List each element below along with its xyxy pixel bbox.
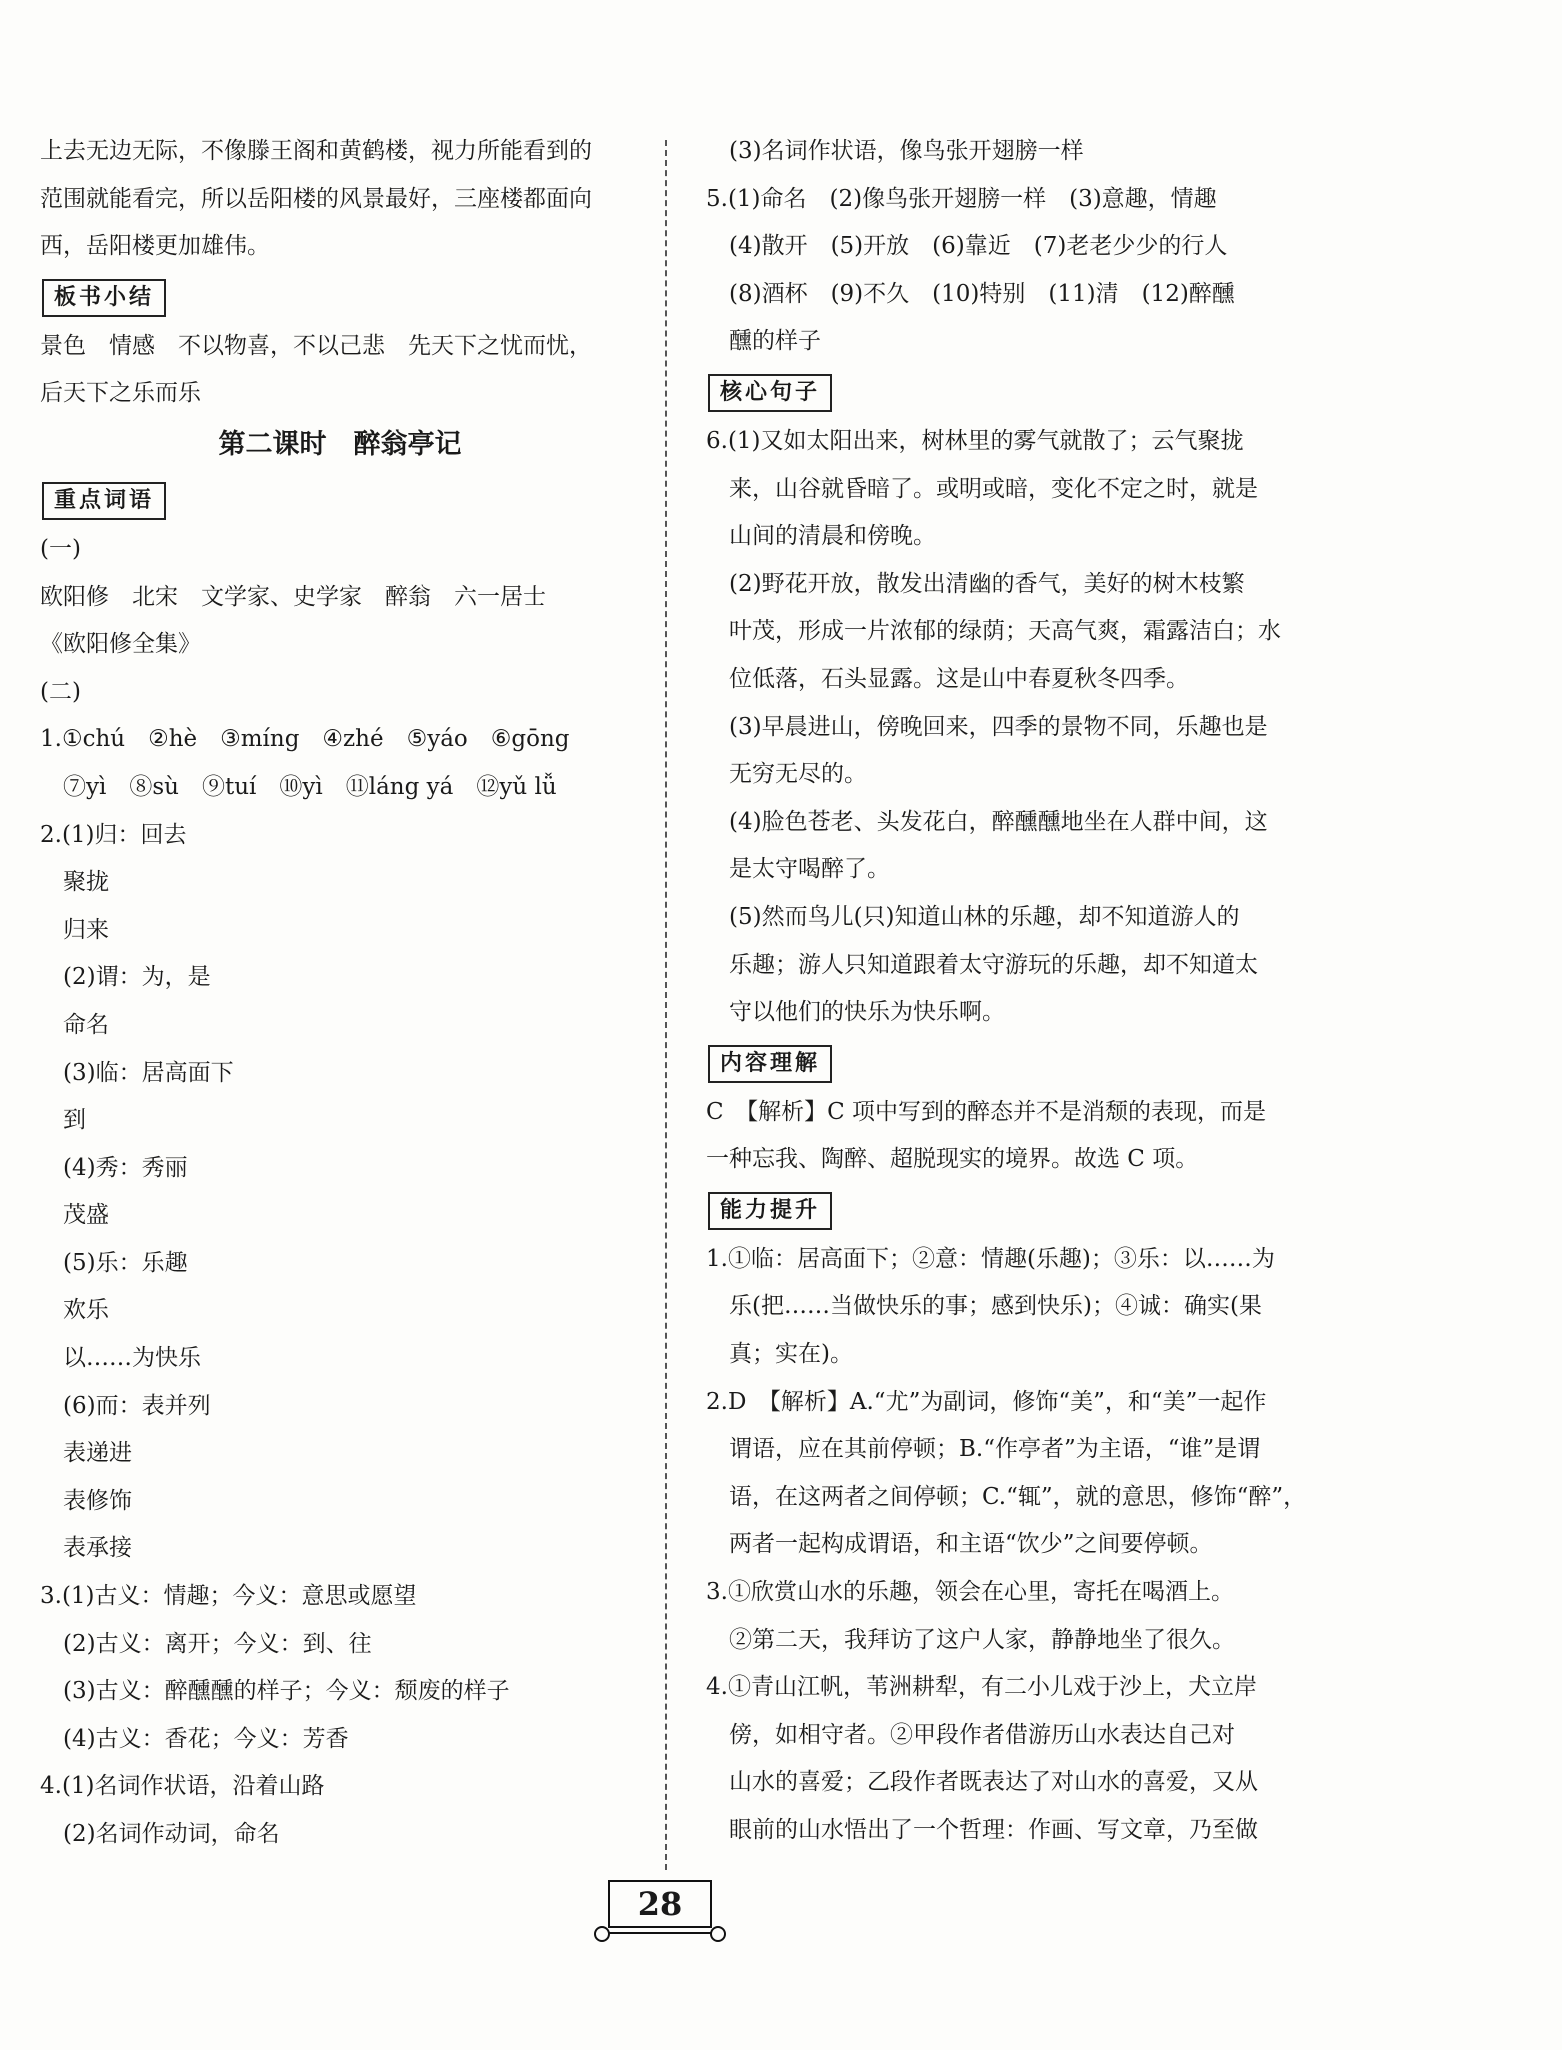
page-number-underline <box>600 1932 718 1934</box>
text-line: (4)散开 (5)开放 (6)靠近 (7)老老少少的行人 <box>706 233 1228 260</box>
text-line: 1.①chú ②hè ③míng ④zhé ⑤yáo ⑥gōng <box>40 726 570 753</box>
text-line: 欢乐 <box>40 1297 109 1324</box>
text-line: 一种忘我、陶醉、超脱现实的境界。故选 C 项。 <box>706 1146 1199 1173</box>
text-line: (5)然而鸟儿(只)知道山林的乐趣，却不知道游人的 <box>706 903 1240 930</box>
section-title: 第二课时 醉翁亭记 <box>218 428 462 460</box>
text-line: 聚拢 <box>40 869 109 896</box>
text-line: (3)名词作状语，像鸟张开翅膀一样 <box>706 138 1084 164</box>
text-line: (3)古义：醉醺醺的样子；今义：颓废的样子 <box>40 1678 510 1705</box>
text-line: 3.(1)古义：情趣；今义：意思或愿望 <box>40 1583 417 1610</box>
text-line: 山间的清晨和傍晚。 <box>706 523 936 550</box>
text-line: 谓语，应在其前停顿；B.“作亭者”为主语，“谁”是谓 <box>706 1436 1261 1463</box>
text-line: (8)酒杯 (9)不久 (10)特别 (11)清 (12)醉醺 <box>706 280 1235 307</box>
text-line: (3)临：居高面下 <box>40 1059 234 1086</box>
text-line: (2)古义：离开；今义：到、往 <box>40 1630 372 1657</box>
text-line: 4.①青山江帆，苇洲耕犁，有二小儿戏于沙上，犬立岸 <box>706 1674 1257 1701</box>
content-understanding-heading: 内容理解 <box>708 1045 832 1083</box>
text-line: ②第二天，我拜访了这户人家，静静地坐了很久。 <box>706 1626 1235 1653</box>
text-line: (2)名词作动词，命名 <box>40 1821 280 1847</box>
text-line: (5)乐：乐趣 <box>40 1249 188 1276</box>
text-line: 上去无边无际，不像滕王阁和黄鹤楼，视力所能看到的 <box>40 138 592 164</box>
left-column <box>40 128 640 1859</box>
text-line: 1.①临：居高面下；②意：情趣(乐趣)；③乐：以……为 <box>706 1245 1275 1272</box>
circle-right-icon <box>710 1926 726 1942</box>
core-sentences-heading: 核心句子 <box>708 374 832 412</box>
intro-text <box>40 128 640 271</box>
ability-improvement-heading: 能力提升 <box>708 1192 832 1230</box>
text-line: 乐(把……当做快乐的事；感到快乐)；④诚：确实(果 <box>706 1293 1262 1320</box>
text-line: 无穷无尽的。 <box>706 761 867 788</box>
text-line: (4)秀：秀丽 <box>40 1154 188 1181</box>
text-line: 归来 <box>40 916 109 943</box>
text-line: 眼前的山水悟出了一个哲理：作画、写文章，乃至做 <box>706 1817 1258 1843</box>
text-line: (4)脸色苍老、头发花白，醉醺醺地坐在人群中间，这 <box>706 808 1268 835</box>
text-line: 欧阳修 北宋 文学家、史学家 醉翁 六一居士 <box>40 583 546 610</box>
text-line: 是太守喝醉了。 <box>706 856 890 883</box>
core-sentences-text <box>706 418 1306 1037</box>
text-line: 范围就能看完，所以岳阳楼的风景最好，三座楼都面向 <box>40 185 592 212</box>
text-line: (6)而：表并列 <box>40 1392 211 1419</box>
text-line: 到 <box>40 1107 86 1134</box>
board-summary-text <box>40 323 640 418</box>
text-line: 乐趣；游人只知道跟着太守游玩的乐趣，却不知道太 <box>706 951 1258 978</box>
content-understanding-text <box>706 1089 1306 1184</box>
text-line: (一) <box>40 535 81 562</box>
text-line: 表递进 <box>40 1440 132 1467</box>
text-line: 茂盛 <box>40 1202 109 1229</box>
text-line: 表承接 <box>40 1535 132 1562</box>
text-line: 表修饰 <box>40 1487 132 1514</box>
text-line: (二) <box>40 678 81 705</box>
text-line: 西，岳阳楼更加雄伟。 <box>40 233 270 260</box>
text-line: 傍，如相守者。②甲段作者借游历山水表达自己对 <box>706 1721 1235 1748</box>
column-divider <box>665 140 667 1870</box>
answers-continued <box>706 128 1306 366</box>
page-number-badge <box>600 1880 720 1950</box>
text-line: 来，山谷就昏暗了。或明或暗，变化不定之时，就是 <box>706 475 1258 502</box>
text-line: 叶茂，形成一片浓郁的绿荫；天高气爽，霜露洁白；水 <box>706 618 1281 645</box>
text-line: ⑦yì ⑧sù ⑨tuí ⑩yì ⑪láng yá ⑫yǔ lǚ <box>40 773 557 800</box>
text-line: 6.(1)又如太阳出来，树林里的雾气就散了；云气聚拢 <box>706 427 1244 454</box>
text-line: 2.(1)归：回去 <box>40 821 187 848</box>
text-line: 2.D 【解析】A.“尤”为副词，修饰“美”，和“美”一起作 <box>706 1388 1267 1415</box>
text-line: 4.(1)名词作状语，沿着山路 <box>40 1773 325 1800</box>
text-line: 5.(1)命名 (2)像鸟张开翅膀一样 (3)意趣，情趣 <box>706 185 1217 212</box>
key-words-heading: 重点词语 <box>42 482 166 520</box>
text-line: 3.①欣赏山水的乐趣，领会在心里，寄托在喝酒上。 <box>706 1579 1234 1606</box>
text-line: 山水的喜爱；乙段作者既表达了对山水的喜爱，又从 <box>706 1769 1258 1796</box>
key-words-text <box>40 526 640 1859</box>
text-line: 位低落，石头显露。这是山中春夏秋冬四季。 <box>706 665 1189 692</box>
text-line: 语，在这两者之间停顿；C.“辄”，就的意思，修饰“醉”， <box>706 1483 1307 1510</box>
text-line: 醺的样子 <box>706 328 821 355</box>
text-line: (2)谓：为，是 <box>40 964 211 991</box>
circle-left-icon <box>594 1926 610 1942</box>
text-line: (3)早晨进山，傍晚回来，四季的景物不同，乐趣也是 <box>706 713 1268 740</box>
text-line: 后天下之乐而乐 <box>40 380 201 407</box>
text-line: (2)野花开放，散发出清幽的香气，美好的树木枝繁 <box>706 570 1245 597</box>
ability-improvement-text <box>706 1236 1306 1855</box>
text-line: (4)古义：香花；今义：芳香 <box>40 1725 349 1752</box>
text-line: 景色 情感 不以物喜，不以己悲 先天下之忧而忧， <box>40 332 592 359</box>
page-number: 28 <box>608 1880 712 1928</box>
text-line: 以……为快乐 <box>40 1345 201 1372</box>
text-line: 两者一起构成谓语，和主语“饮少”之间要停顿。 <box>706 1531 1213 1558</box>
text-line: C 【解析】C 项中写到的醉态并不是消颓的表现，而是 <box>706 1098 1267 1125</box>
board-summary-heading: 板书小结 <box>42 279 166 317</box>
text-line: 守以他们的快乐为快乐啊。 <box>706 999 1005 1026</box>
right-column <box>706 128 1306 1855</box>
text-line: 真；实在)。 <box>706 1341 853 1368</box>
text-line: 命名 <box>40 1011 109 1038</box>
text-line: 《欧阳修全集》 <box>40 631 201 658</box>
